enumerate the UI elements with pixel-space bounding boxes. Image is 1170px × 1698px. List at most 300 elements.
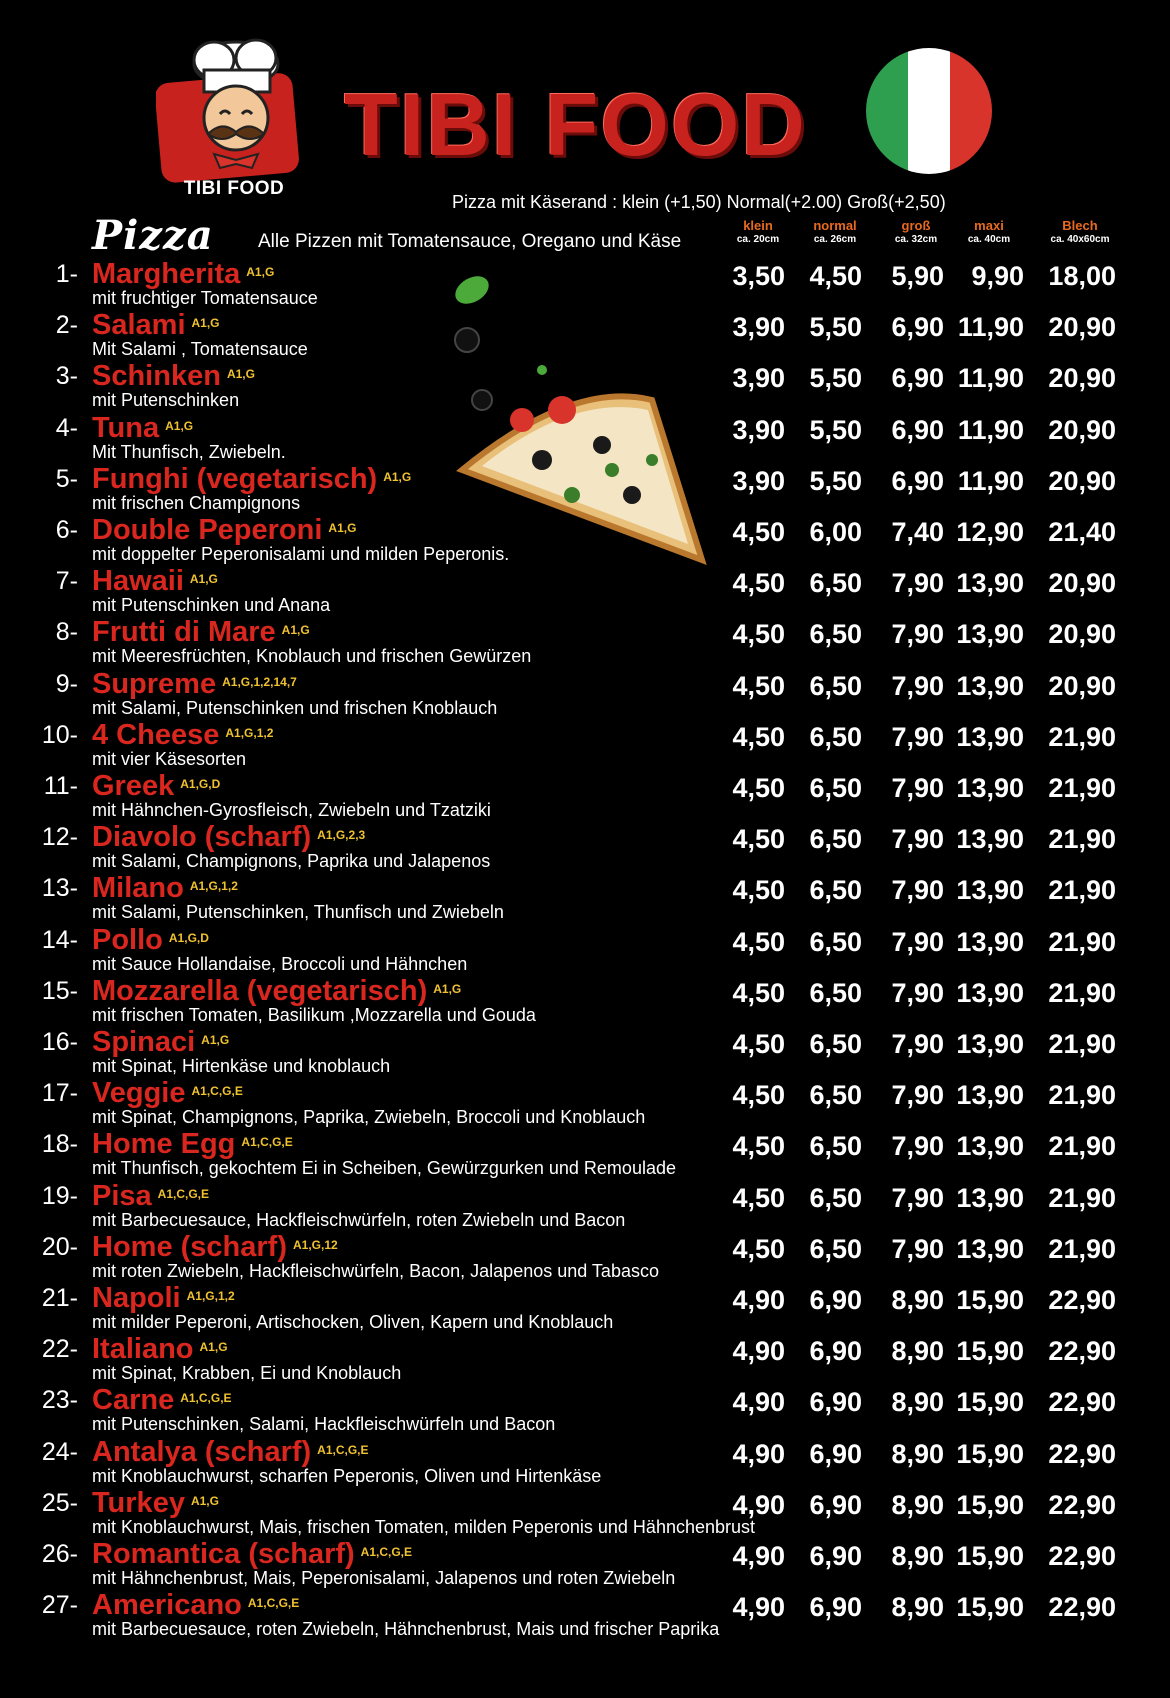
item-name-text: Home (scharf) [92, 1230, 287, 1263]
price-gross: 7,90 [891, 1131, 944, 1162]
price-klein: 3,90 [732, 414, 785, 445]
price-klein: 4,50 [732, 1131, 785, 1162]
price-maxi: 11,90 [957, 363, 1024, 394]
price-gross: 7,90 [891, 619, 944, 650]
price-blech: 20,90 [1048, 465, 1116, 496]
price-klein: 4,50 [732, 670, 785, 701]
allergen-codes: A1,C,G,E [191, 1084, 243, 1099]
item-name-text: Funghi (vegetarisch) [92, 462, 378, 495]
price-gross: 8,90 [891, 1438, 944, 1469]
item-description: Mit Salami , Tomatensauce [92, 339, 308, 360]
price-maxi: 13,90 [956, 1080, 1024, 1111]
size-header-normal [795, 218, 875, 247]
price-blech: 20,90 [1048, 619, 1116, 650]
price-maxi: 15,90 [956, 1387, 1024, 1418]
price-gross: 7,90 [891, 875, 944, 906]
item-name-text: Greek [92, 770, 175, 802]
menu-item [0, 1282, 1170, 1333]
item-name [92, 360, 255, 392]
price-normal: 6,90 [809, 1387, 862, 1418]
item-name [92, 1180, 209, 1212]
price-maxi: 11,90 [957, 312, 1024, 343]
price-normal: 5,50 [809, 312, 862, 343]
price-klein: 4,90 [732, 1592, 785, 1623]
menu-item [0, 821, 1170, 872]
price-gross: 8,90 [891, 1387, 944, 1418]
item-number: 14- [41, 925, 78, 954]
price-maxi: 11,90 [957, 465, 1024, 496]
size-label: normal [813, 218, 857, 233]
item-number: 15- [41, 976, 78, 1005]
price-gross: 8,90 [891, 1592, 944, 1623]
price-normal: 6,50 [809, 926, 862, 957]
size-diameter: ca. 32cm [894, 234, 938, 245]
item-name-text: Margherita [92, 258, 241, 290]
allergen-codes: A1,C,G,E [157, 1186, 210, 1201]
item-number: 17- [41, 1079, 78, 1108]
menu-item [0, 1538, 1170, 1589]
price-maxi: 13,90 [956, 824, 1024, 855]
price-gross: 7,90 [891, 1080, 944, 1111]
allergen-codes: A1,G,D [168, 930, 209, 945]
item-name-text: Veggie [92, 1077, 186, 1110]
size-header-gross [876, 218, 956, 247]
price-klein: 4,50 [732, 517, 785, 547]
price-blech: 21,90 [1048, 773, 1116, 803]
price-blech: 20,90 [1048, 568, 1116, 599]
price-klein: 4,50 [732, 721, 785, 752]
item-name-text: Americano [92, 1589, 242, 1622]
allergen-codes: A1,G [189, 572, 218, 587]
item-number: 3- [55, 362, 78, 391]
item-name-text: Pisa [92, 1179, 152, 1212]
item-name [92, 1589, 299, 1621]
price-klein: 4,90 [732, 1336, 785, 1367]
price-normal: 6,50 [809, 721, 862, 752]
item-name [92, 463, 411, 495]
price-blech: 21,90 [1048, 926, 1116, 957]
price-maxi: 13,90 [956, 875, 1024, 906]
item-name-text: Milano [92, 872, 184, 905]
price-maxi: 15,90 [956, 1285, 1024, 1315]
price-klein: 4,90 [732, 1285, 785, 1315]
item-name-text: Salami [92, 309, 186, 342]
item-description: mit Knoblauchwurst, scharfen Peperonis, Oliven und Hirtenkäse [92, 1465, 602, 1486]
price-normal: 6,90 [809, 1285, 862, 1315]
item-name-text: Supreme [92, 667, 217, 700]
item-name [92, 924, 209, 956]
menu-item [0, 1384, 1170, 1435]
price-normal: 6,90 [809, 1336, 862, 1367]
size-label: klein [743, 218, 773, 233]
price-blech: 21,90 [1048, 1182, 1116, 1213]
allergen-codes: A1,G [226, 367, 255, 382]
price-gross: 8,90 [891, 1336, 944, 1367]
price-klein: 3,90 [732, 312, 785, 343]
price-blech: 18,00 [1048, 261, 1116, 291]
allergen-codes: A1,G [190, 1493, 219, 1508]
price-blech: 21,90 [1048, 1233, 1116, 1264]
allergen-codes: A1,G [246, 265, 275, 279]
price-maxi: 13,90 [956, 1029, 1024, 1059]
price-normal: 6,50 [809, 977, 862, 1008]
allergen-codes: A1,G,12 [293, 1237, 338, 1252]
item-name [92, 1538, 412, 1570]
brand-title: TIBI FOOD [344, 75, 807, 174]
item-number: 16- [41, 1028, 78, 1056]
menu-item [0, 616, 1170, 667]
item-description: mit Putenschinken und Anana [92, 595, 331, 616]
menu-item [0, 975, 1170, 1026]
allergen-codes: A1,G,1,2 [189, 879, 238, 894]
item-name [92, 1384, 232, 1416]
price-maxi: 13,90 [956, 568, 1024, 599]
item-description: mit frischen Champignons [92, 492, 301, 513]
allergen-codes: A1,G [165, 418, 194, 433]
item-number: 20- [41, 1232, 78, 1261]
item-name [92, 1077, 243, 1109]
price-gross: 6,90 [891, 312, 944, 343]
size-diameter: ca. 40x60cm [1050, 234, 1110, 245]
allergen-codes: A1,G [191, 316, 220, 331]
item-description: mit doppelter Peperonisalami und milden Peperonis. [92, 544, 510, 564]
price-maxi: 15,90 [956, 1489, 1024, 1520]
price-normal: 6,50 [809, 875, 862, 906]
item-name-text: Home Egg [92, 1128, 236, 1161]
allergen-codes: A1,C,G,E [360, 1545, 413, 1559]
item-description: mit Hähnchenbrust, Mais, Peperonisalami, Jalapenos und roten Zwiebeln [92, 1568, 676, 1588]
price-maxi: 13,90 [956, 721, 1024, 752]
item-name-text: Double Peperoni [92, 514, 323, 546]
header [0, 0, 1170, 212]
price-maxi: 15,90 [956, 1541, 1024, 1571]
item-name [92, 1487, 219, 1519]
item-name-text: Italiano [92, 1333, 194, 1366]
item-name [92, 565, 218, 597]
price-gross: 7,90 [891, 721, 944, 752]
allergen-codes: A1,G [433, 981, 462, 996]
item-description: mit Salami, Champignons, Paprika und Jalapenos [92, 851, 491, 872]
menu-item [0, 1180, 1170, 1231]
price-blech: 21,90 [1048, 1029, 1116, 1059]
price-blech: 21,90 [1048, 1080, 1116, 1111]
size-diameter: ca. 26cm [813, 234, 857, 245]
item-description: mit Meeresfrüchten, Knoblauch und frischen Gewürzen [92, 646, 532, 667]
price-normal: 6,50 [809, 1029, 862, 1059]
price-klein: 4,50 [732, 773, 785, 803]
price-normal: 6,90 [809, 1489, 862, 1520]
price-blech: 20,90 [1048, 670, 1116, 701]
allergen-codes: A1,G [281, 623, 310, 638]
menu-item [0, 565, 1170, 616]
item-number: 27- [41, 1591, 78, 1620]
item-description: mit fruchtiger Tomatensauce [92, 288, 318, 308]
item-number: 12- [41, 823, 78, 852]
item-name-text: Frutti di Mare [92, 616, 276, 649]
item-number: 2- [55, 311, 78, 340]
price-maxi: 13,90 [956, 1131, 1024, 1162]
price-klein: 4,90 [732, 1541, 785, 1571]
item-name [92, 872, 238, 904]
price-gross: 7,90 [891, 568, 944, 599]
allergen-codes: A1,C,G,E [241, 1135, 293, 1150]
price-blech: 21,90 [1048, 977, 1116, 1008]
price-klein: 4,50 [732, 619, 785, 650]
menu-item [0, 1077, 1170, 1128]
price-gross: 8,90 [891, 1489, 944, 1520]
item-number: 6- [55, 516, 78, 544]
price-maxi: 15,90 [956, 1592, 1024, 1623]
item-name [92, 1436, 369, 1468]
item-description: mit vier Käsesorten [92, 748, 247, 769]
menu-item [0, 514, 1170, 565]
item-name [92, 1026, 229, 1058]
allergen-codes: A1,C,G,E [180, 1391, 232, 1406]
item-number: 18- [41, 1130, 78, 1159]
item-description: mit Salami, Putenschinken, Thunfisch und Zwiebeln [92, 902, 504, 923]
menu-item [0, 309, 1170, 360]
price-blech: 22,90 [1048, 1336, 1116, 1367]
item-description: mit Spinat, Krabben, Ei und Knoblauch [92, 1363, 402, 1384]
menu-item [0, 1128, 1170, 1179]
menu-item [0, 1589, 1170, 1640]
item-description: mit Barbecuesauce, roten Zwiebeln, Hähnchenbrust, Mais und frischer Paprika [92, 1619, 720, 1640]
item-description: mit Barbecuesauce, Hackfleischwürfeln, roten Zwiebeln und Bacon [92, 1209, 626, 1230]
price-blech: 21,90 [1048, 875, 1116, 906]
price-blech: 20,90 [1048, 312, 1116, 343]
price-normal: 6,50 [809, 1131, 862, 1162]
item-number: 5- [55, 464, 78, 493]
price-normal: 5,50 [809, 465, 862, 496]
item-description: mit milder Peperoni, Artischocken, Oliven, Kapern und Knoblauch [92, 1312, 614, 1332]
price-klein: 4,50 [732, 1182, 785, 1213]
price-normal: 6,50 [809, 1080, 862, 1111]
price-klein: 4,90 [732, 1489, 785, 1520]
price-normal: 4,50 [809, 261, 862, 291]
allergen-codes: A1,C,G,E [247, 1596, 300, 1611]
price-gross: 7,40 [891, 517, 944, 547]
menu-item [0, 360, 1170, 411]
price-blech: 21,90 [1048, 1131, 1116, 1162]
price-blech: 21,40 [1048, 517, 1116, 547]
size-diameter: ca. 20cm [736, 234, 780, 245]
price-gross: 6,90 [891, 414, 944, 445]
price-gross: 6,90 [891, 363, 944, 394]
price-klein: 4,50 [732, 926, 785, 957]
menu-item [0, 1026, 1170, 1077]
price-gross: 7,90 [891, 977, 944, 1008]
item-description: mit Putenschinken [92, 390, 240, 411]
item-name-text: Antalya (scharf) [92, 1435, 312, 1468]
item-description: mit Knoblauchwurst, Mais, frischen Tomaten, milden Peperonis und Hähnchenbrust [92, 1516, 756, 1537]
allergen-codes: A1,G,1,2 [186, 1289, 235, 1303]
size-label: groß [901, 218, 931, 233]
price-klein: 4,50 [732, 977, 785, 1008]
price-blech: 21,90 [1048, 721, 1116, 752]
item-name [92, 309, 220, 341]
menu-item [0, 668, 1170, 719]
item-description: mit Spinat, Champignons, Paprika, Zwiebeln, Broccoli und Knoblauch [92, 1107, 646, 1128]
size-header-blech [1040, 218, 1120, 247]
price-maxi: 13,90 [956, 926, 1024, 957]
item-name [92, 975, 461, 1007]
menu-item [0, 1231, 1170, 1282]
allergen-codes: A1,G [199, 1340, 228, 1355]
item-description: mit Thunfisch, gekochtem Ei in Scheiben, Gewürzgurken und Remoulade [92, 1158, 676, 1179]
item-name-text: Spinaci [92, 1026, 196, 1058]
menu-item [0, 463, 1170, 514]
item-number: 9- [55, 669, 78, 698]
item-name [92, 668, 297, 700]
item-number: 7- [55, 567, 78, 596]
item-description: mit Sauce Hollandaise, Broccoli und Hähnchen [92, 953, 468, 974]
price-klein: 4,50 [732, 875, 785, 906]
item-description: mit frischen Tomaten, Basilikum ,Mozzarella und Gouda [92, 1004, 536, 1025]
menu-item [0, 770, 1170, 821]
price-normal: 6,50 [809, 568, 862, 599]
item-number: 4- [55, 413, 78, 442]
size-header-klein [718, 218, 798, 247]
item-description: mit Salami, Putenschinken und frischen Knoblauch [92, 697, 498, 718]
logo-text: TIBI FOOD [183, 178, 285, 199]
menu-item [0, 719, 1170, 770]
item-name [92, 412, 193, 444]
size-diameter: ca. 40cm [967, 234, 1011, 245]
item-number: 26- [41, 1540, 78, 1568]
allergen-codes: A1,G [383, 469, 412, 484]
price-klein: 3,50 [732, 261, 785, 291]
item-name-text: Hawaii [92, 565, 184, 598]
item-name [92, 1231, 338, 1263]
price-blech: 20,90 [1048, 414, 1116, 445]
item-name-text: 4 Cheese [92, 718, 220, 751]
item-name-text: Turkey [92, 1486, 185, 1519]
menu-item [0, 1487, 1170, 1538]
price-maxi: 12,90 [956, 517, 1024, 547]
allergen-codes: A1,G,1,2,14,7 [222, 674, 297, 689]
flag-white-stripe [908, 48, 950, 174]
item-name [92, 821, 365, 853]
price-klein: 4,50 [732, 1029, 785, 1059]
price-normal: 6,50 [809, 1182, 862, 1213]
item-description: mit roten Zwiebeln, Hackfleischwürfeln, Bacon, Jalapenos und Tabasco [92, 1260, 659, 1281]
price-maxi: 13,90 [956, 1233, 1024, 1264]
italian-flag-icon [866, 48, 992, 174]
flag-red-stripe [950, 48, 992, 174]
menu-item [0, 1333, 1170, 1384]
allergen-codes: A1,G,2,3 [317, 828, 366, 843]
price-klein: 4,90 [732, 1438, 785, 1469]
item-name-text: Pollo [92, 923, 163, 956]
item-name [92, 1128, 293, 1160]
price-gross: 8,90 [891, 1541, 944, 1571]
allergen-codes: A1,G,1,2 [225, 725, 274, 740]
price-klein: 4,50 [732, 568, 785, 599]
item-name-text: Napoli [92, 1282, 181, 1314]
size-header-maxi [949, 218, 1029, 247]
item-name [92, 1333, 228, 1365]
item-name-text: Mozzarella (vegetarisch) [92, 974, 428, 1007]
item-name-text: Diavolo (scharf) [92, 821, 312, 854]
price-gross: 7,90 [891, 824, 944, 855]
price-normal: 6,50 [809, 670, 862, 701]
item-description: mit Putenschinken, Salami, Hackfleischwürfeln und Bacon [92, 1414, 556, 1435]
price-gross: 7,90 [891, 926, 944, 957]
price-gross: 7,90 [891, 1233, 944, 1264]
menu-item [0, 1436, 1170, 1487]
price-gross: 7,90 [891, 670, 944, 701]
price-blech: 22,90 [1048, 1541, 1116, 1571]
price-normal: 6,50 [809, 824, 862, 855]
crust-surcharge-note: Pizza mit Käserand : klein (+1,50) Normal(+2.00) Groß(+2,50) [452, 192, 946, 212]
price-klein: 4,50 [732, 1233, 785, 1264]
item-number: 10- [41, 720, 78, 749]
item-name-text: Schinken [92, 360, 221, 393]
item-name-text: Tuna [92, 411, 160, 444]
price-maxi: 9,90 [971, 261, 1024, 291]
price-blech: 22,90 [1048, 1592, 1116, 1623]
price-maxi: 13,90 [956, 670, 1024, 701]
section-title: Pizza [92, 212, 214, 259]
price-blech: 22,90 [1048, 1489, 1116, 1520]
item-name [92, 514, 356, 546]
item-number: 21- [41, 1284, 78, 1312]
price-normal: 6,90 [809, 1592, 862, 1623]
price-normal: 6,50 [809, 619, 862, 650]
menu-item [0, 258, 1170, 309]
item-description: mit Hähnchen-Gyrosfleisch, Zwiebeln und Tzatziki [92, 800, 491, 820]
price-maxi: 13,90 [956, 977, 1024, 1008]
item-name [92, 258, 274, 290]
item-name [92, 770, 220, 802]
allergen-codes: A1,C,G,E [317, 1442, 369, 1457]
price-gross: 5,90 [891, 261, 944, 291]
allergen-codes: A1,G [328, 521, 357, 535]
price-blech: 22,90 [1048, 1438, 1116, 1469]
price-normal: 6,90 [809, 1438, 862, 1469]
item-name [92, 719, 273, 751]
chef-icon [156, 36, 312, 186]
item-number: 24- [41, 1437, 78, 1466]
item-number: 19- [41, 1181, 78, 1210]
price-maxi: 15,90 [956, 1438, 1024, 1469]
price-klein: 3,90 [732, 465, 785, 496]
size-label: maxi [974, 218, 1004, 233]
item-number: 13- [41, 874, 78, 903]
price-normal: 6,00 [809, 517, 862, 547]
item-number: 1- [55, 260, 78, 288]
price-blech: 20,90 [1048, 363, 1116, 394]
price-blech: 22,90 [1048, 1285, 1116, 1315]
price-klein: 4,50 [732, 1080, 785, 1111]
item-name [92, 1282, 235, 1314]
price-blech: 22,90 [1048, 1387, 1116, 1418]
price-normal: 6,50 [809, 773, 862, 803]
item-number: 23- [41, 1386, 78, 1415]
item-description: Mit Thunfisch, Zwiebeln. [92, 441, 286, 462]
item-number: 8- [55, 618, 78, 647]
item-description: mit Spinat, Hirtenkäse und knoblauch [92, 1056, 391, 1076]
price-maxi: 13,90 [956, 773, 1024, 803]
price-klein: 4,50 [732, 824, 785, 855]
price-maxi: 13,90 [956, 1182, 1024, 1213]
allergen-codes: A1,G [201, 1033, 230, 1047]
item-number: 25- [41, 1488, 78, 1517]
price-gross: 7,90 [891, 1029, 944, 1059]
price-normal: 6,90 [809, 1541, 862, 1571]
item-name [92, 616, 310, 648]
price-gross: 6,90 [891, 465, 944, 496]
